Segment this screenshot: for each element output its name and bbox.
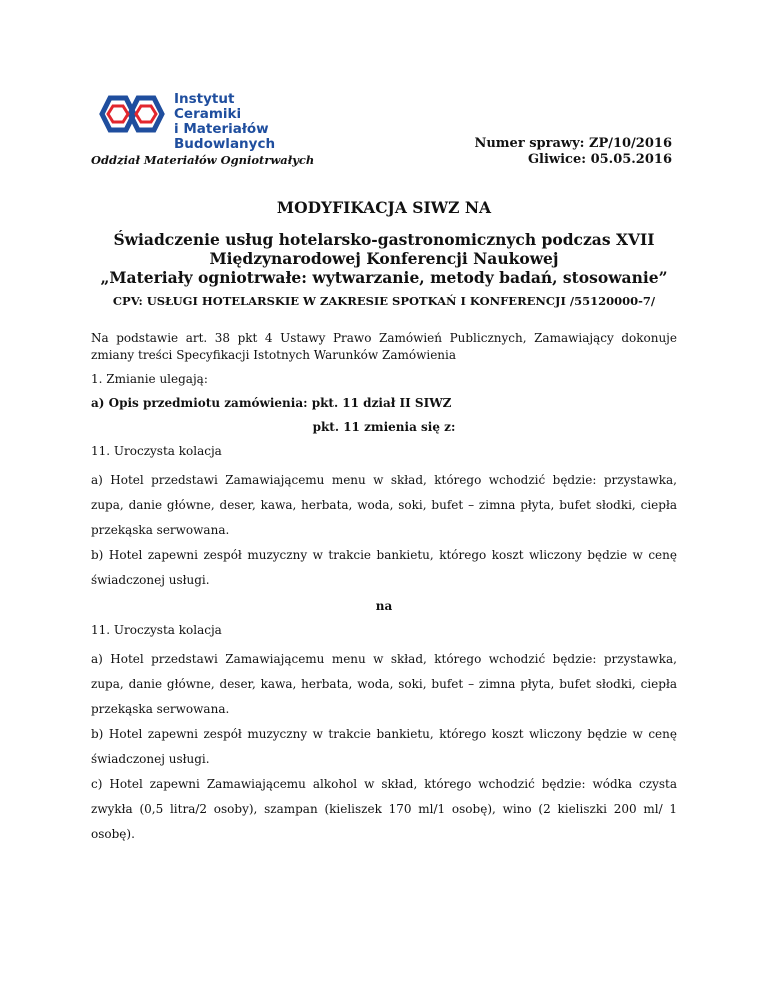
- section-heading: a) Opis przedmiotu zamówienia: pkt. 11 dział II SIWZ: [91, 396, 452, 410]
- institute-logo: [98, 91, 278, 152]
- case-number: Numer sprawy: ZP/10/2016: [474, 136, 672, 151]
- new-point-heading: 11. Uroczysta kolacja: [91, 623, 222, 637]
- document-body: [91, 330, 677, 847]
- intro-paragraph: Na podstawie art. 38 pkt 4 Ustawy Prawo Zamówień Publicznych, Zamawiający dokonuje zmiany treści Specyfikacji Istotnych Warunków Zamówienia: [91, 331, 677, 362]
- main-title-line: Międzynarodowej Konferencji Naukowej: [209, 249, 559, 268]
- case-info: [474, 136, 672, 168]
- changes-from-label: pkt. 11 zmienia się z:: [312, 420, 456, 434]
- old-point-heading: 11. Uroczysta kolacja: [91, 444, 222, 458]
- cpv-code: CPV: USŁUGI HOTELARSKIE W ZAKRESIE SPOTKAŃ I KONFERENCJI /55120000-7/: [112, 294, 656, 308]
- logo-line: Instytut Ceramiki: [174, 91, 242, 122]
- place-date: Gliwice: 05.05.2016: [527, 152, 672, 167]
- logo-line: Budowlanych: [174, 136, 276, 152]
- main-title-line: „Materiały ogniotrwałe: wytwarzanie, metody badań, stosowanie”: [100, 268, 668, 287]
- modification-title: MODYFIKACJA SIWZ NA: [276, 198, 492, 217]
- new-point-c: c) Hotel zapewni Zamawiającemu alkohol w skład, którego wchodzić będzie: wódka czysta zwykła (0,5 litra/2 osoby), szampan (kieliszek 170 ml/1 osobę), wino (2 kieliszki 200 ml/ 1 osobę).: [91, 777, 677, 841]
- old-point-b: b) Hotel zapewni zespół muzyczny w trakcie bankietu, którego koszt wliczony będzie w cenę świadczonej usługi.: [91, 548, 677, 587]
- main-title: [70, 230, 698, 287]
- old-point-a: a) Hotel przedstawi Zamawiającemu menu w skład, którego wchodzić będzie: przystawka, zupa, danie główne, deser, kawa, herbata, woda, soki, bufet – zimna płyta, bufet słodki, ciepła przekąska serwowana.: [91, 473, 677, 537]
- to-label: na: [375, 599, 393, 613]
- new-point-b: b) Hotel zapewni zespół muzyczny w trakcie bankietu, którego koszt wliczony będzie w cenę świadczonej usługi.: [91, 727, 677, 766]
- changes-label: 1. Zmianie ulegają:: [91, 372, 208, 386]
- main-title-line: Świadczenie usług hotelarsko-gastronomicznych podczas XVII: [113, 230, 655, 249]
- department-name: Oddział Materiałów Ogniotrwałych: [91, 153, 315, 167]
- hexagon-logo-icon: [98, 94, 170, 138]
- logo-line: i Materiałów: [174, 121, 269, 137]
- new-point-a: a) Hotel przedstawi Zamawiającemu menu w skład, którego wchodzić będzie: przystawka, zupa, danie główne, deser, kawa, herbata, woda, soki, bufet – zimna płyta, bufet słodki, ciepła przekąska serwowana.: [91, 652, 677, 716]
- logo-text: [174, 92, 278, 152]
